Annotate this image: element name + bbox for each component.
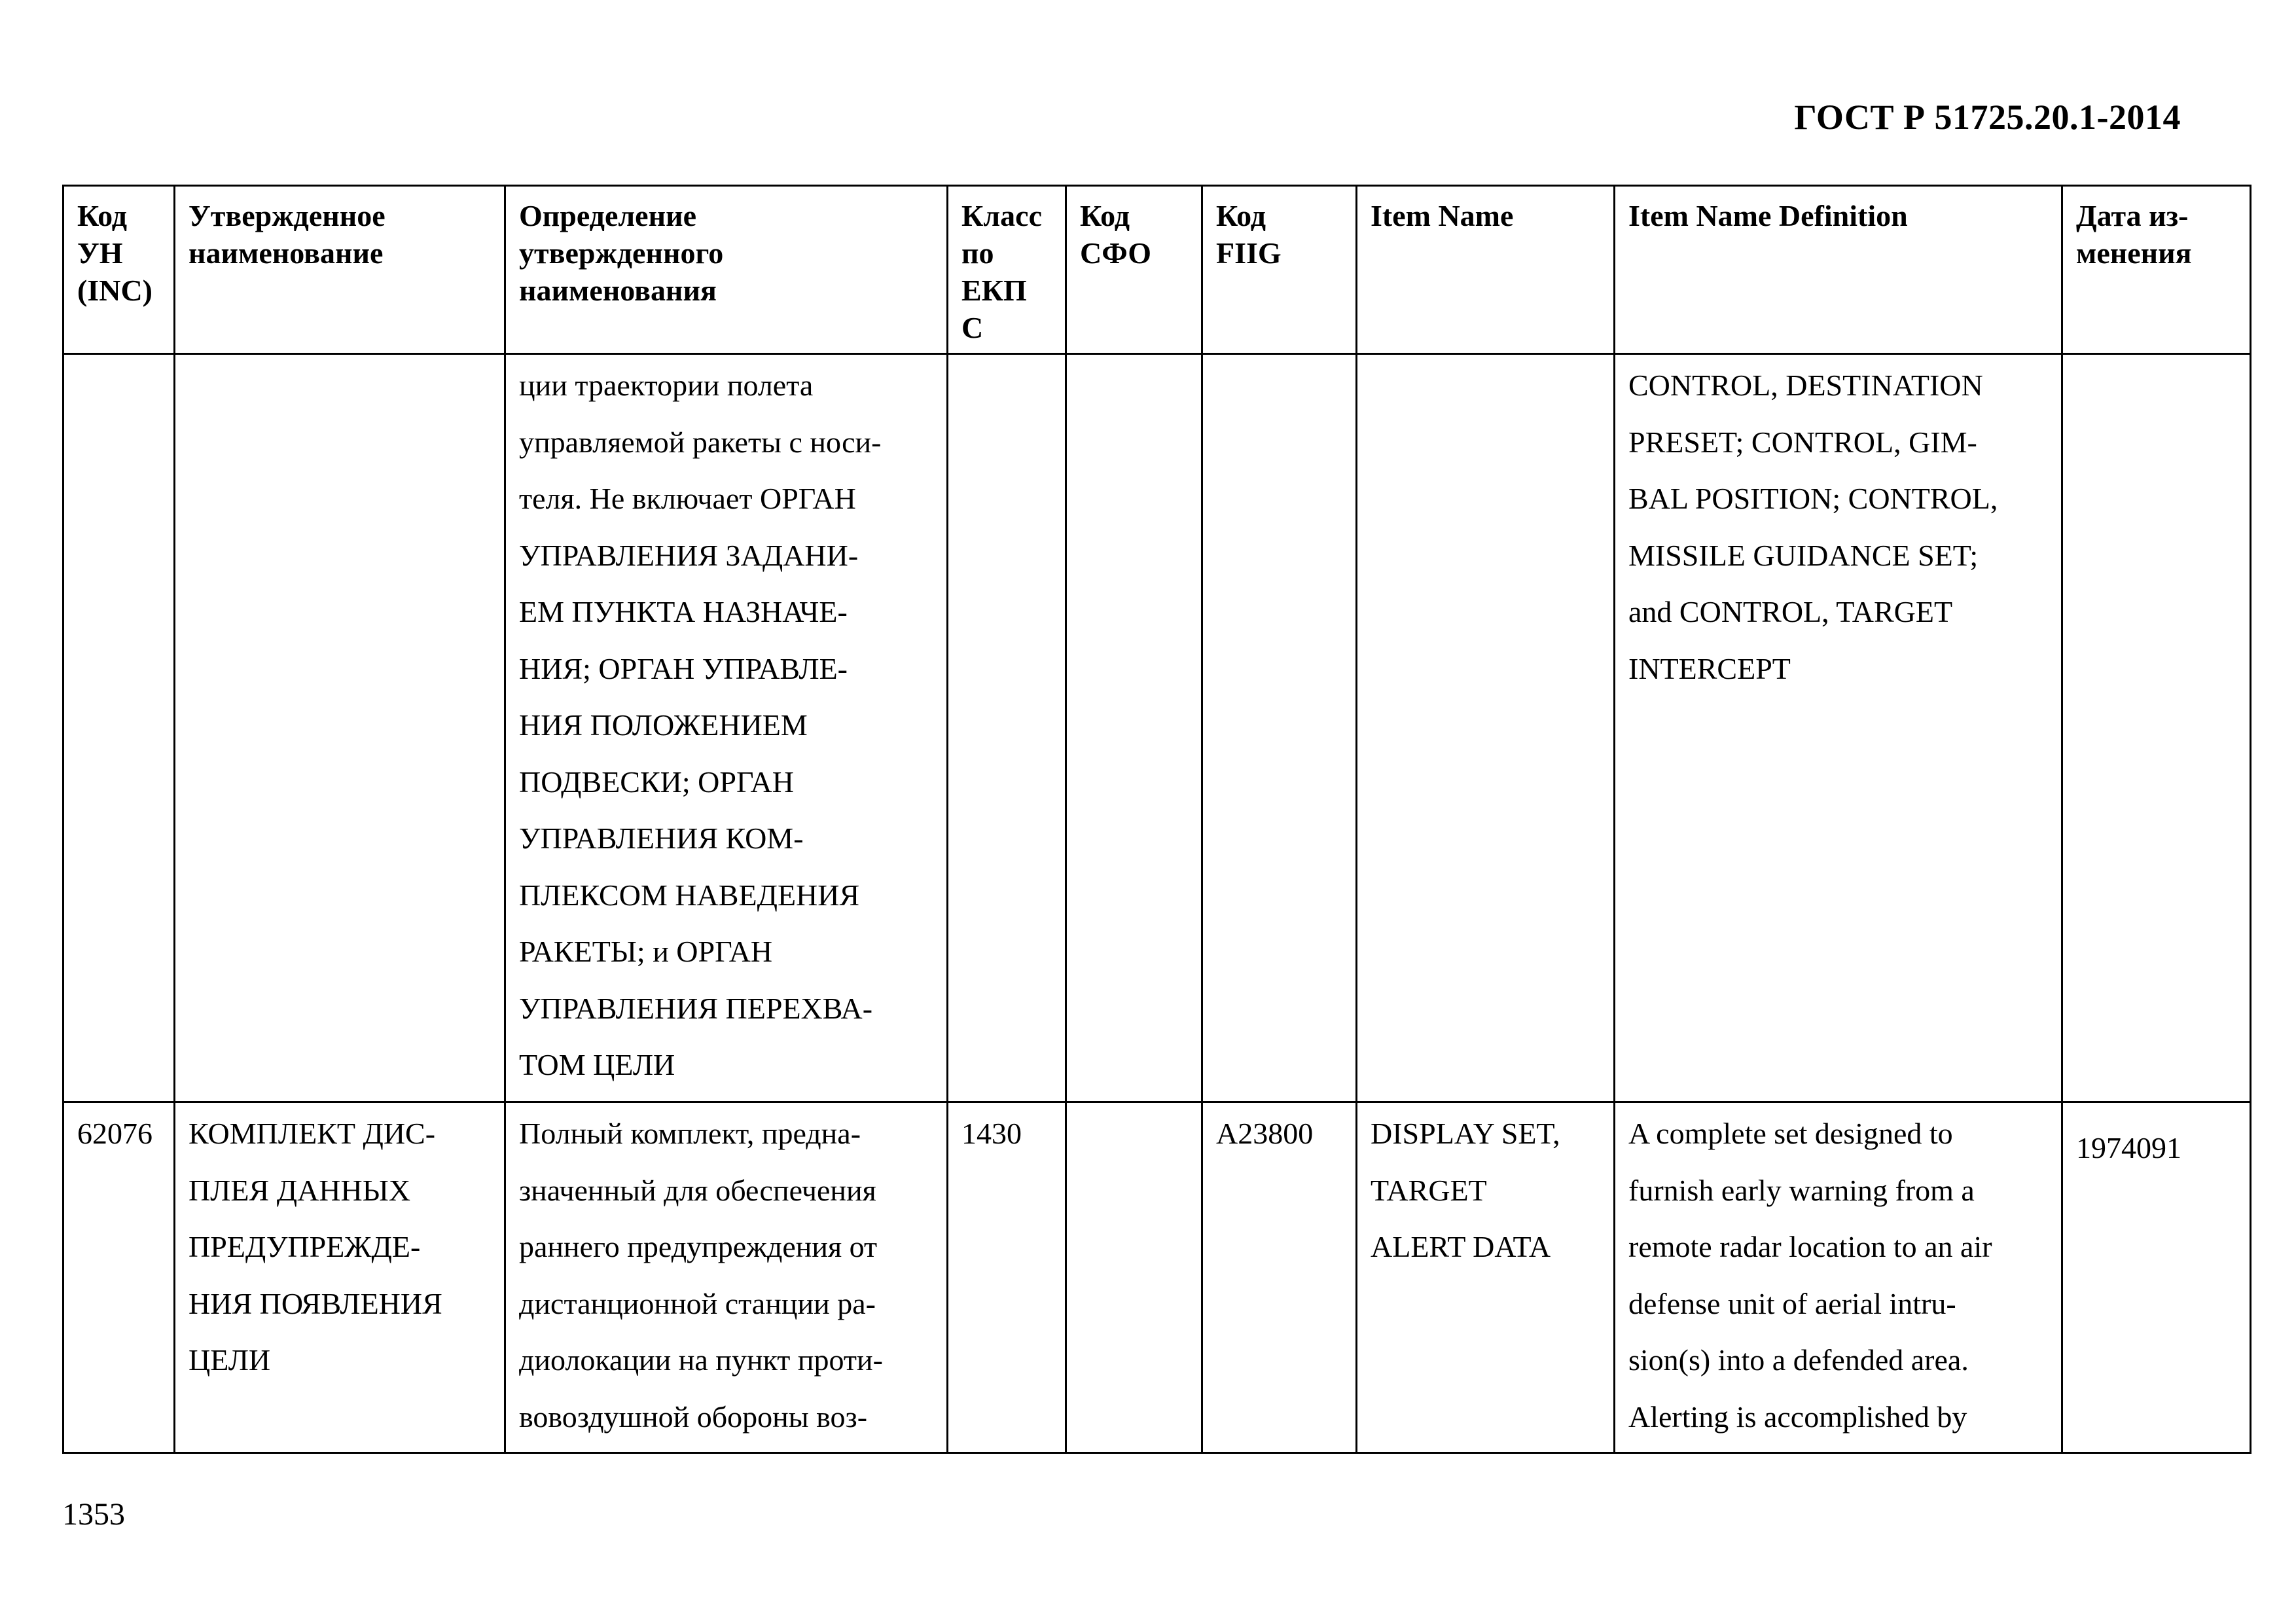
cell-class: 1430 <box>948 1102 1066 1453</box>
header-approved-name: Утвержденное наименование <box>175 186 505 354</box>
table-header-row <box>63 186 2251 354</box>
table-row <box>63 354 2251 1102</box>
cell-inc <box>63 354 175 1102</box>
page-number: 1353 <box>62 1497 125 1532</box>
cell-change-date: 1974091 <box>2062 1102 2251 1453</box>
cell-fiig: A23800 <box>1202 1102 1357 1453</box>
cell-sfo <box>1066 354 1202 1102</box>
cell-approved-name <box>175 354 505 1102</box>
cell-sfo <box>1066 1102 1202 1453</box>
cell-definition: Полный комплект, предна- значенный для обеспечения раннего предупреждения от дистанционной станции ра- диолокации на пункт проти- вовоздушной обороны воз- <box>505 1102 948 1453</box>
cell-item-name-definition: A complete set designed to furnish early warning from a remote radar location to an air defense unit of aerial intru- sion(s) into a defended area. Alerting is accomplished by <box>1615 1102 2062 1453</box>
header-class: Класс по ЕКП С <box>948 186 1066 354</box>
cell-fiig <box>1202 354 1357 1102</box>
header-definition: Определение утвержденного наименования <box>505 186 948 354</box>
cell-approved-name: КОМПЛЕКТ ДИС- ПЛЕЯ ДАННЫХ ПРЕДУПРЕЖДЕ- НИЯ ПОЯВЛЕНИЯ ЦЕЛИ <box>175 1102 505 1453</box>
header-inc: Код УН (INC) <box>63 186 175 354</box>
cell-inc: 62076 <box>63 1102 175 1453</box>
header-sfo: Код СФО <box>1066 186 1202 354</box>
header-change-date: Дата из- менения <box>2062 186 2251 354</box>
header-item-name: Item Name <box>1357 186 1615 354</box>
document-standard-title: ГОСТ Р 51725.20.1-2014 <box>1794 98 2181 137</box>
nomenclature-table <box>62 185 2251 1454</box>
table-row <box>63 1102 2251 1453</box>
cell-class <box>948 354 1066 1102</box>
cell-item-name <box>1357 354 1615 1102</box>
cell-item-name-definition: CONTROL, DESTINATION PRESET; CONTROL, GIM- BAL POSITION; CONTROL, MISSILE GUIDANCE SET; and CONTROL, TARGET INTERCEPT <box>1615 354 2062 1102</box>
header-item-name-definition: Item Name Definition <box>1615 186 2062 354</box>
cell-change-date <box>2062 354 2251 1102</box>
header-fiig: Код FIIG <box>1202 186 1357 354</box>
cell-definition: ции траектории полета управляемой ракеты с носи- теля. Не включает ОРГАН УПРАВЛЕНИЯ ЗАДАНИ- ЕМ ПУНКТА НАЗНАЧЕ- НИЯ; ОРГАН УПРАВЛЕ- НИЯ ПОЛОЖЕНИЕМ ПОДВЕСКИ; ОРГАН УПРАВЛЕНИЯ КОМ- ПЛЕКСОМ НАВЕДЕНИЯ РАКЕТЫ; и ОРГАН УПРАВЛЕНИЯ ПЕРЕХВА- ТОМ ЦЕЛИ <box>505 354 948 1102</box>
cell-item-name: DISPLAY SET, TARGET ALERT DATA <box>1357 1102 1615 1453</box>
